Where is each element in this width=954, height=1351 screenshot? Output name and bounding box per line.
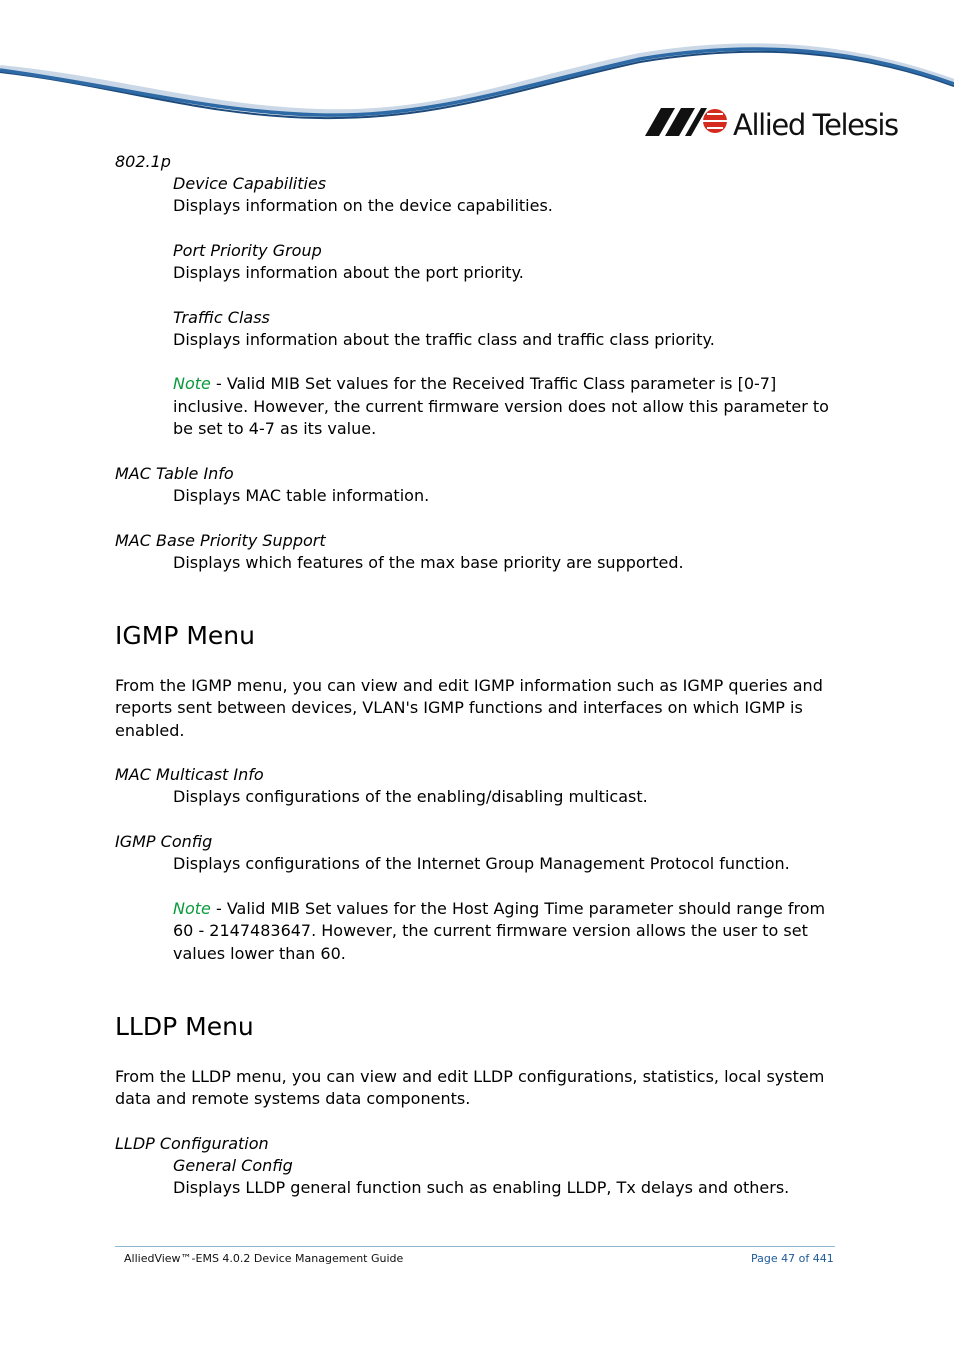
item-title-port-priority-group: Port Priority Group xyxy=(173,241,322,260)
item-desc-general-config: Displays LLDP general function such as enabling LLDP, Tx delays and others. xyxy=(173,1178,790,1197)
item-title-mac-base-priority: MAC Base Priority Support xyxy=(115,531,326,550)
item-desc-device-capabilities: Displays information on the device capabilities. xyxy=(173,196,553,215)
item-desc-port-priority-group: Displays information about the port priority. xyxy=(173,263,524,282)
item-desc-mac-base-priority: Displays which features of the max base priority are supported. xyxy=(173,553,684,572)
note-igmp-line-2: 60 - 2147483647. However, the current firmware version allows the user to set xyxy=(173,921,808,940)
lldp-intro-line-1: From the LLDP menu, you can view and edit LLDP configurations, statistics, local system xyxy=(115,1067,825,1086)
note-label: Note xyxy=(173,374,211,393)
item-title-mac-multicast-info: MAC Multicast Info xyxy=(115,765,264,784)
item-title-mac-table-info: MAC Table Info xyxy=(115,464,234,483)
igmp-intro-line-2: reports sent between devices, VLAN's IGMP functions and interfaces on which IGMP is xyxy=(115,698,803,717)
note-label: Note xyxy=(173,899,211,918)
item-desc-traffic-class: Displays information about the traffic class and traffic class priority. xyxy=(173,330,715,349)
lldp-intro-line-2: data and remote systems data components. xyxy=(115,1089,471,1108)
igmp-intro-line-1: From the IGMP menu, you can view and edit IGMP information such as IGMP queries and xyxy=(115,676,823,695)
note-traffic-class-line-2: inclusive. However, the current firmware version does not allow this parameter to xyxy=(173,397,829,416)
item-title-device-capabilities: Device Capabilities xyxy=(173,174,327,193)
igmp-menu-heading: IGMP Menu xyxy=(115,621,255,650)
igmp-intro-line-3: enabled. xyxy=(115,721,185,740)
item-desc-mac-table-info: Displays MAC table information. xyxy=(173,486,430,505)
section-heading-8021p: 802.1p xyxy=(115,152,171,171)
item-title-igmp-config: IGMP Config xyxy=(115,832,213,851)
note-igmp-line-3: values lower than 60. xyxy=(173,944,346,963)
note-traffic-class-line-3: be set to 4-7 as its value. xyxy=(173,419,377,438)
swoosh-light-band xyxy=(0,46,954,112)
logo-mark-icon xyxy=(645,108,729,136)
note-igmp-line-1: Note - Valid MIB Set values for the Host Aging Time parameter should range from xyxy=(173,899,826,918)
item-desc-mac-multicast-info: Displays configurations of the enabling/disabling multicast. xyxy=(173,787,648,806)
footer-rule xyxy=(115,1246,835,1247)
note-traffic-class-line-1: Note - Valid MIB Set values for the Received Traffic Class parameter is [0-7] xyxy=(173,374,777,393)
footer-page-number: Page 47 of 441 xyxy=(751,1252,834,1265)
page-header xyxy=(0,0,954,150)
logo-brand-text: Allied Telesis xyxy=(733,108,898,142)
item-title-lldp-configuration: LLDP Configuration xyxy=(115,1134,269,1153)
swoosh-mid-band xyxy=(0,49,954,115)
item-desc-igmp-config: Displays configurations of the Internet Group Management Protocol function. xyxy=(173,854,790,873)
lldp-menu-heading: LLDP Menu xyxy=(115,1012,254,1041)
footer-document-title: AlliedView™-EMS 4.0.2 Device Management Guide xyxy=(124,1252,404,1265)
item-title-traffic-class: Traffic Class xyxy=(173,308,270,327)
item-title-general-config: General Config xyxy=(173,1156,293,1175)
